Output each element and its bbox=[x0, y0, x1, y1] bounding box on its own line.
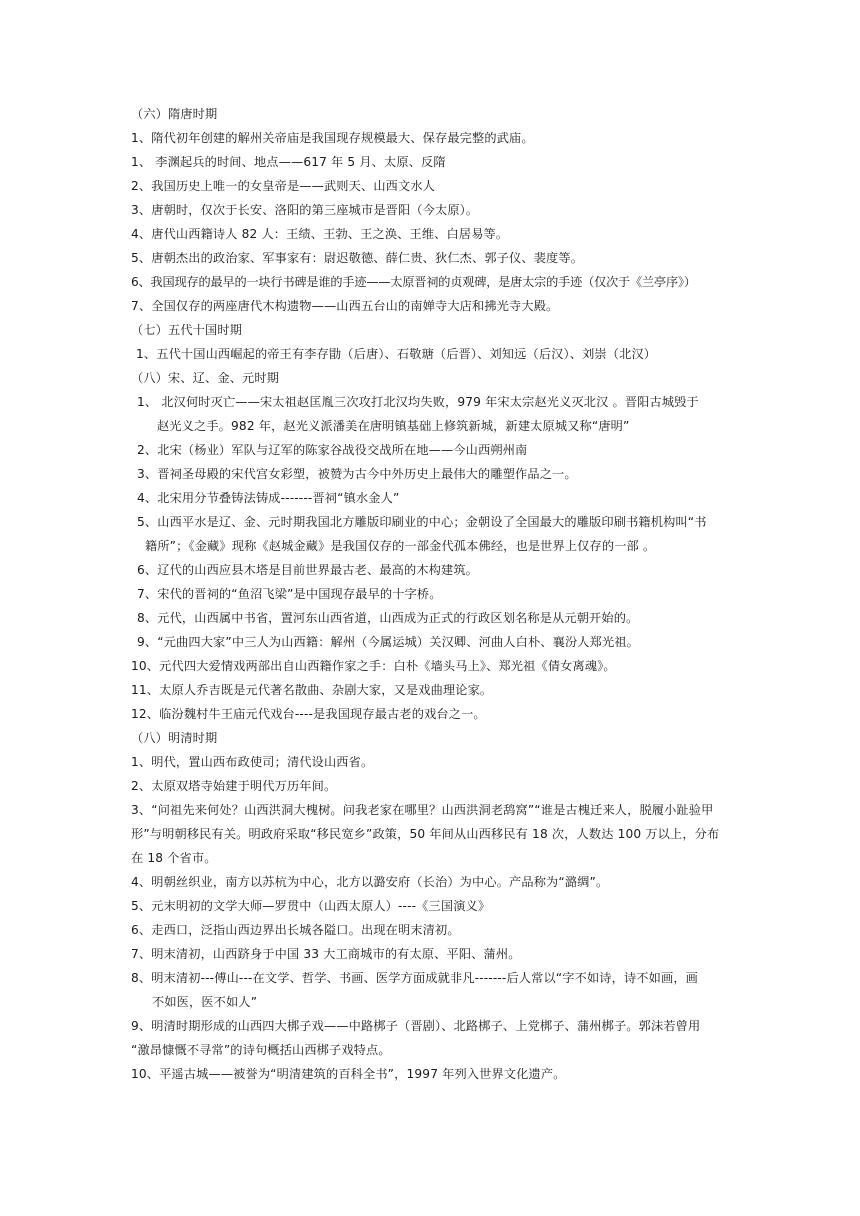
section-heading-ming-qing: （八）明清时期 bbox=[131, 731, 218, 745]
text-line: 1、 北汉何时灭亡——宋太祖赵匡胤三次攻打北汉均失败，979 年宋太宗赵光义灭北汉 。晋阳古城毁于 bbox=[137, 395, 699, 409]
text-line: 9、明清时期形成的山西四大梆子戏——中路梆子（晋剧）、北路梆子、上党梆子、蒲州梆子。郭沫若曾用 bbox=[131, 1019, 701, 1033]
text-line: 8、明末清初---傅山---在文学、哲学、书画、医学方面成就非凡-------后人常以“字不如诗，诗不如画，画 bbox=[131, 971, 698, 985]
text-line: 不如医，医不如人” bbox=[152, 995, 258, 1009]
section-heading-song-liao-jin-yuan: （八）宋、辽、金、元时期 bbox=[131, 371, 280, 385]
text-line: 4、明朝丝织业，南方以苏杭为中心，北方以潞安府（长治）为中心。产品称为“潞绸”。 bbox=[131, 875, 609, 889]
section-heading-five-dynasties: （七）五代十国时期 bbox=[131, 323, 243, 337]
text-line: 2、太原双塔寺始建于明代万历年间。 bbox=[131, 779, 337, 793]
text-line: 3、“问祖先来何处？山西洪洞大槐树。问我老家在哪里？山西洪洞老鸹窝”“谁是古槐迁来人，脱履小趾验甲 bbox=[131, 803, 714, 817]
text-line: 10、元代四大爱情戏两部出自山西籍作家之手：白朴《墙头马上》、郑光祖《倩女离魂》。 bbox=[131, 659, 616, 673]
text-line: 2、我国历史上唯一的女皇帝是——武则天、山西文水人 bbox=[131, 179, 436, 193]
text-line: 3、晋祠圣母殿的宋代宫女彩塑，被赞为古今中外历史上最伟大的雕塑作品之一。 bbox=[137, 467, 577, 481]
text-line: 10、平遥古城——被誉为“明清建筑的百科全书”，1997 年列入世界文化遗产。 bbox=[131, 1067, 566, 1081]
text-line: 1、隋代初年创建的解州关帝庙是我国现存规模最大、保存最完整的武庙。 bbox=[131, 131, 534, 145]
text-line: 8、元代，山西属中书省，置河东山西省道，山西成为正式的行政区划名称是从元朝开始的。 bbox=[137, 611, 639, 625]
text-line: 赵光义之手。982 年，赵光义派潘美在唐明镇基础上修筑新城，新建太原城又称“唐明” bbox=[157, 419, 630, 433]
text-line: 6、我国现存的最早的一块行书碑是谁的手迹——太原晋祠的贞观碑，是唐太宗的手迹（仅次于《兰亭序》） bbox=[131, 275, 696, 289]
text-line: 11、太原人乔吉既是元代著名散曲、杂剧大家，又是戏曲理论家。 bbox=[131, 683, 493, 697]
text-line: 9、“元曲四大家”中三人为山西籍：解州（今属运城）关汉卿、河曲人白朴、襄汾人郑光祖。 bbox=[137, 635, 639, 649]
text-line: 在 18 个省市。 bbox=[131, 851, 217, 865]
text-line: 7、宋代的晋祠的“鱼沼飞梁”是中国现存最早的十字桥。 bbox=[137, 587, 442, 601]
text-line: 6、走西口，泛指山西边界出长城各隘口。出现在明末清初。 bbox=[131, 923, 460, 937]
text-line: 5、山西平水是辽、金、元时期我国北方雕版印刷业的中心；金朝设了全国最大的雕版印刷书籍机构叫“书 bbox=[137, 515, 707, 529]
text-line: 7、全国仅存的两座唐代木构遗物——山西五台山的南婵寺大店和拂光寺大殿。 bbox=[131, 299, 559, 313]
text-line: 6、辽代的山西应县木塔是目前世界最古老、最高的木构建筑。 bbox=[137, 563, 479, 577]
text-line: 籍所”；《金藏》现称《赵城金藏》是我国仅存的一部金代孤本佛经，也是世界上仅存的一部 。 bbox=[145, 539, 656, 553]
text-line: “激昂慷慨不寻常”的诗句概括山西梆子戏特点。 bbox=[131, 1043, 391, 1057]
text-line: 5、唐朝杰出的政治家、军事家有：尉迟敬德、薛仁贵、狄仁杰、郭子仪、裴度等。 bbox=[131, 251, 584, 265]
text-line: 1、明代，置山西布政使司；清代设山西省。 bbox=[131, 755, 374, 769]
text-line: 12、临汾魏村牛王庙元代戏台----是我国现存最古老的戏台之一。 bbox=[131, 707, 486, 721]
text-line: 1、五代十国山西崛起的帝王有李存勖（后唐）、石敬瑭（后晋）、刘知远（后汉）、刘崇（北汉） bbox=[136, 347, 657, 361]
text-line: 3、唐朝时，仅次于长安、洛阳的第三座城市是晋阳（今太原）。 bbox=[131, 203, 479, 217]
text-line: 7、明末清初，山西跻身于中国 33 大工商城市的有太原、平阳、蒲州。 bbox=[131, 947, 521, 961]
text-line: 2、北宋（杨业）军队与辽军的陈家谷战役交战所在地——今山西朔州南 bbox=[137, 443, 528, 457]
text-line: 形”与明朝移民有关。明政府采取“移民宽乡”政策，50 年间从山西移民有 18 次，人数达 100 万以上，分布 bbox=[131, 827, 720, 841]
section-heading-sui-tang: （六）隋唐时期 bbox=[131, 107, 218, 121]
text-line: 4、北宋用分节叠铸法铸成-------晋祠“镇水金人” bbox=[137, 491, 400, 505]
text-line: 4、唐代山西籍诗人 82 人：王绩、王勃、王之涣、王维、白居易等。 bbox=[131, 227, 509, 241]
text-line: 1、 李渊起兵的时间、地点——617 年 5 月、太原、反隋 bbox=[131, 155, 446, 169]
text-line: 5、元末明初的文学大师—罗贯中（山西太原人）----《三国演义》 bbox=[131, 899, 491, 913]
